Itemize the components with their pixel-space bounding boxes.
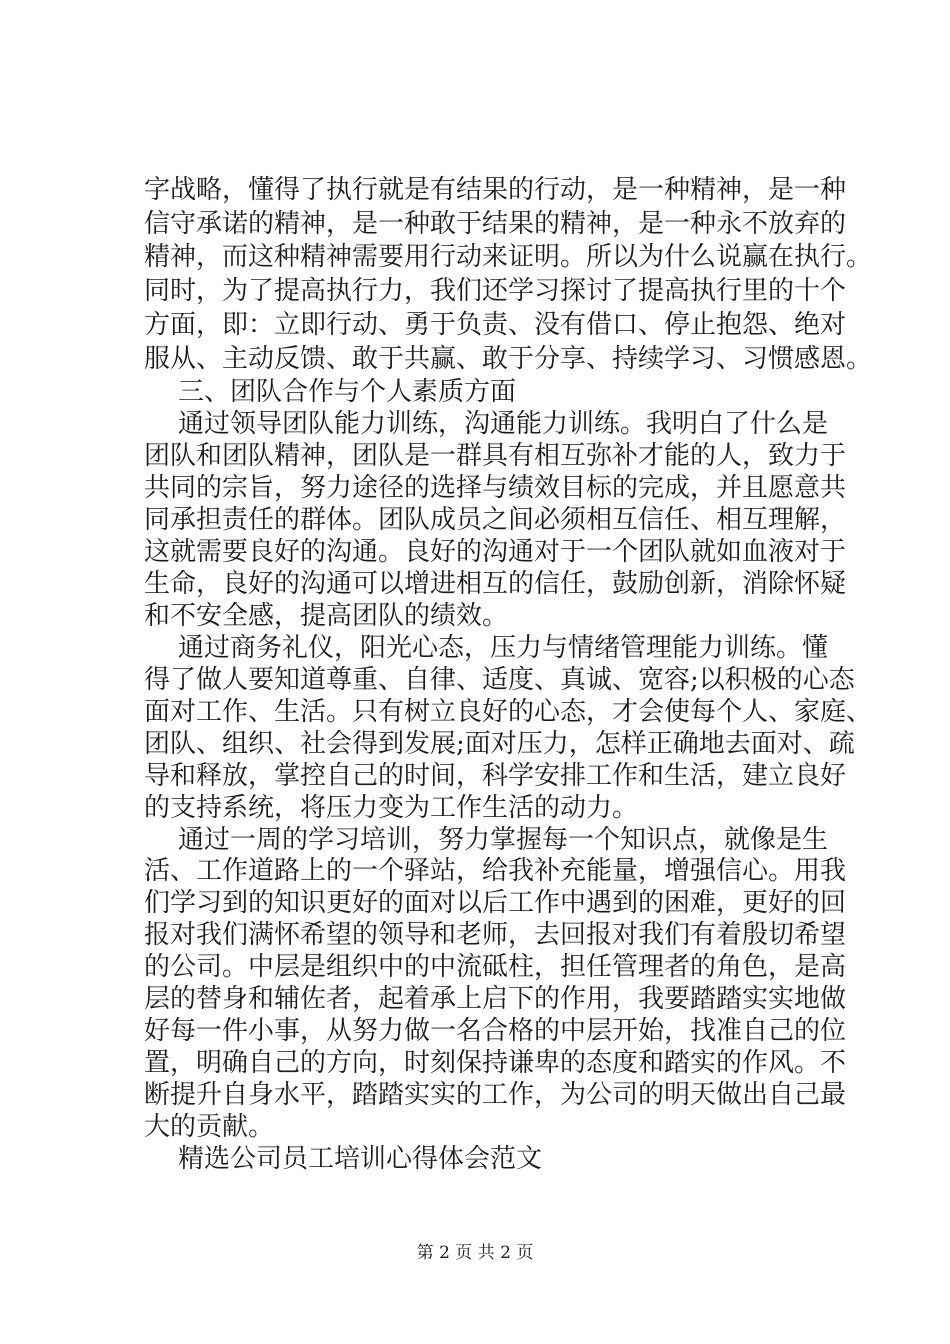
text-line: 方面，即：立即行动、勇于负责、没有借口、停止抱怨、绝对 [144,310,847,340]
text-line: 的支持系统，将压力变为工作生活的动力。 [144,793,639,823]
text-line: 团队和团队精神，团队是一群具有相互弥补才能的人，致力于 [144,441,847,471]
text-line: 通过商务礼仪，阳光心态，压力与情绪管理能力训练。懂 [178,633,829,663]
text-line: 面对工作、生活。只有树立良好的心态，才会使每个人、家庭、 [144,697,873,727]
text-line: 同时，为了提高执行力，我们还学习探讨了提高执行里的十个 [144,276,847,306]
text-line: 团队、组织、社会得到发展;面对压力，怎样正确地去面对、疏 [144,729,855,759]
text-line: 精神，而这种精神需要用行动来证明。所以为什么说赢在执行。 [144,242,873,272]
text-line: 层的替身和辅佐者，起着承上启下的作用，我要踏踏实实地做 [144,984,847,1014]
text-line: 共同的宗旨，努力途径的选择与绩效目标的完成，并且愿意共 [144,473,847,503]
text-line: 大的贡献。 [144,1112,275,1142]
text-line: 活、工作道路上的一个驿站，给我补充能量，增强信心。用我 [144,856,847,886]
page-footer: 第 2 页 共 2 页 [416,1243,534,1263]
text-line: 字战略，懂得了执行就是有结果的行动，是一种精神，是一种 [144,175,847,205]
text-line: 生命，良好的沟通可以增进相互的信任，鼓励创新，消除怀疑 [144,569,847,599]
text-line: 的公司。中层是组织中的中流砥柱，担任管理者的角色，是高 [144,952,847,982]
text-line: 断提升自身水平，踏踏实实的工作，为公司的明天做出自己最 [144,1080,847,1110]
text-line: 通过一周的学习培训，努力掌握每一个知识点，就像是生 [178,825,829,855]
text-line: 报对我们满怀希望的领导和老师，去回报对我们有着殷切希望 [144,920,847,950]
text-line: 得了做人要知道尊重、自律、适度、真诚、宽容;以积极的心态 [144,665,855,695]
text-line: 这就需要良好的沟通。良好的沟通对于一个团队就如血液对于 [144,537,847,567]
text-line: 服从、主动反馈、敢于共赢、敢于分享、持续学习、习惯感恩。 [144,344,873,374]
text-line: 和不安全感，提高团队的绩效。 [144,601,509,631]
text-line: 通过领导团队能力训练，沟通能力训练。我明白了什么是 [178,409,829,439]
text-line: 好每一件小事，从努力做一名合格的中层开始，找准自己的位 [144,1016,847,1046]
section-heading: 三、团队合作与个人素质方面 [178,377,517,407]
closing-title: 精选公司员工培训心得体会范文 [178,1144,543,1174]
text-line: 们学习到的知识更好的面对以后工作中遇到的困难，更好的回 [144,888,847,918]
text-line: 导和释放，掌控自己的时间，科学安排工作和生活，建立良好 [144,761,847,791]
text-line: 同承担责任的群体。团队成员之间必须相互信任、相互理解， [144,505,847,535]
text-line: 信守承诺的精神，是一种敢于结果的精神，是一种永不放弃的 [144,209,847,239]
text-line: 置，明确自己的方向，时刻保持谦卑的态度和踏实的作风。不 [144,1048,847,1078]
